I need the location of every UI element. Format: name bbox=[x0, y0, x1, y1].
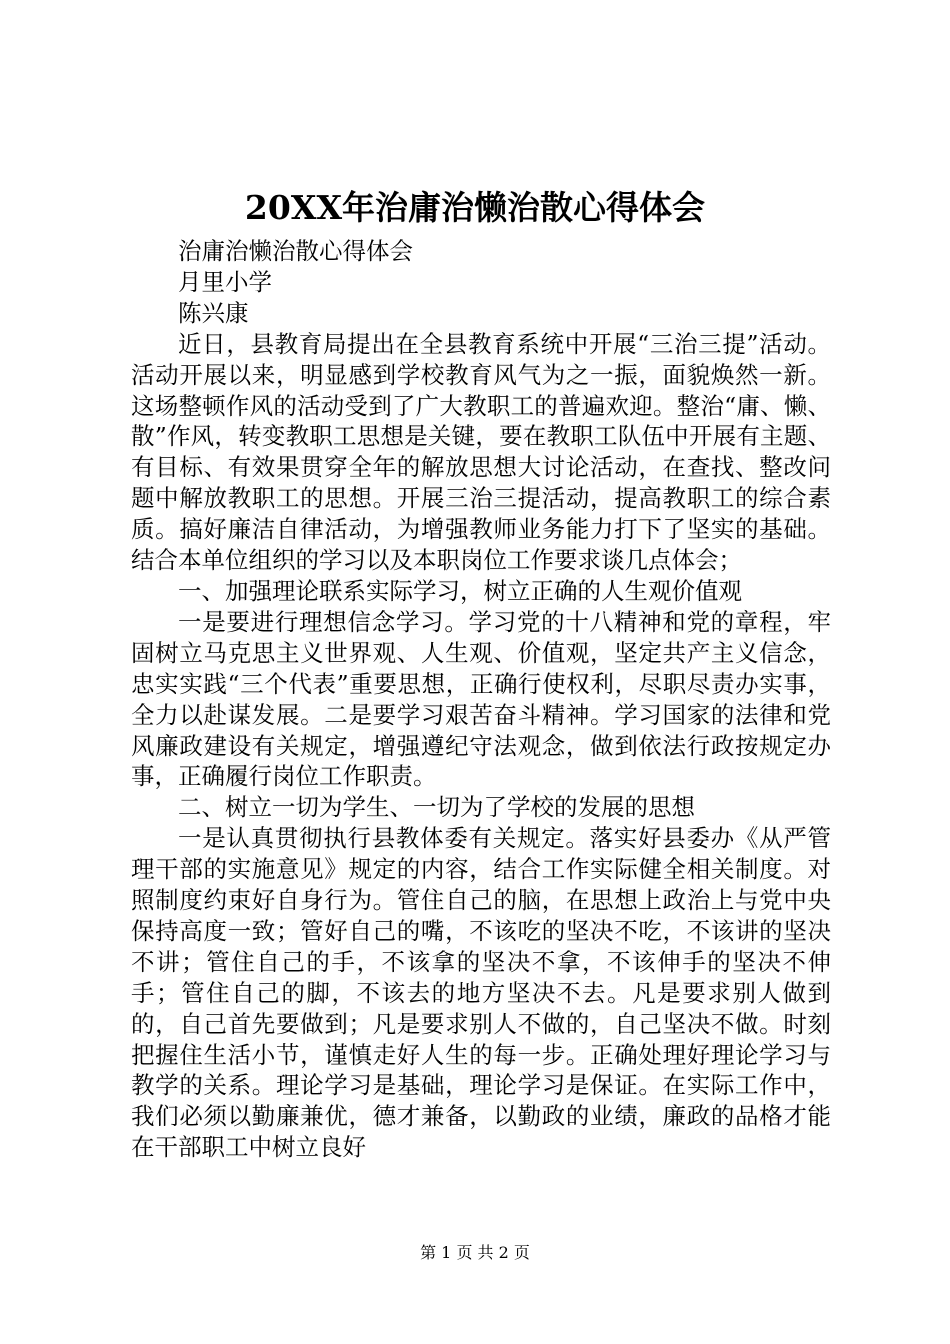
intro-paragraph: 近日，县教育局提出在全县教育系统中开展“三治三提”活动。活动开展以来，明显感到学校教育风气为之一振，面貌焕然一新。这场整顿作风的活动受到了广大教职工的普遍欢迎。整治“庸、懒、散”作风，转变教职工思想是关键，要在教职工队伍中开展有主题、有目标、有效果贯穿全年的解放思想大讨论活动，在查找、整改问题中解放教职工的思想。开展三治三提活动，提高教职工的综合素质。搞好廉洁自律活动，为增强教师业务能力打下了坚实的基础。结合本单位组织的学习以及本职岗位工作要求谈几点体会； bbox=[131, 329, 831, 575]
author-name-paragraph: 陈兴康 bbox=[178, 298, 249, 327]
section-2-paragraph: 一是认真贯彻执行县教体委有关规定。落实好县委办《从严管理干部的实施意见》规定的内容，结合工作实际健全相关制度。对照制度约束好自身行为。管住自己的脑，在思想上政治上与党中央保持高度一致；管好自己的嘴，不该吃的坚决不吃，不该讲的坚决不讲；管住自己的手，不该拿的坚决不拿，不该伸手的坚决不伸手；管住自己的脚，不该去的地方坚决不去。凡是要求别人做到的，自己首先要做到；凡是要求别人不做的，自己坚决不做。时刻把握住生活小节，谨慎走好人生的每一步。正确处理好理论学习与教学的关系。理论学习是基础，理论学习是保证。在实际工作中，我们必须以勤廉兼优，德才兼备，以勤政的业绩，廉政的品格才能在干部职工中树立良好 bbox=[131, 824, 831, 1162]
section-heading-1: 一、加强理论联系实际学习，树立正确的人生观价值观 bbox=[178, 576, 742, 605]
document-body bbox=[131, 236, 831, 1163]
section-heading-2: 二、树立一切为学生、一切为了学校的发展的思想 bbox=[178, 793, 695, 822]
page-number-footer: 第 1 页 共 2 页 bbox=[420, 1243, 530, 1262]
subtitle-paragraph: 治庸治懒治散心得体会 bbox=[178, 237, 413, 265]
section-1-paragraph: 一是要进行理想信念学习。学习党的十八精神和党的章程，牢固树立马克思主义世界观、人生观、价值观，坚定共产主义信念，忠实实践“三个代表”重要思想，正确行使权利，尽职尽责办实事，全力以赴谋发展。二是要学习艰苦奋斗精神。学习国家的法律和党风廉政建设有关规定，增强遵纪守法观念，做到依法行政按规定办事，正确履行岗位工作职责。 bbox=[131, 607, 831, 791]
school-name-paragraph: 月里小学 bbox=[178, 267, 272, 296]
document-title: 20XX年治庸治懒治散心得体会 bbox=[244, 188, 706, 227]
